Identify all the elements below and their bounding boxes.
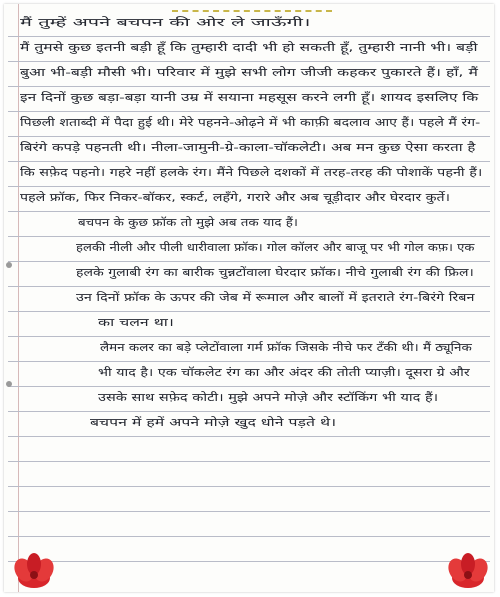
ruled-line [8, 486, 490, 487]
text-line: हलके गुलाबी रंग का बारीक चुन्नटोंवाला घेरदार फ्रॉक। नीचे गुलाबी रंग की फ्रिल। [76, 266, 474, 279]
text-line: बुआ भी-बड़ी मौसी भी। परिवार में मुझे सभी लोग जीजी कहकर पुकारते हैं। हाँ, मैं [20, 66, 478, 79]
flower-decoration-right [446, 548, 490, 590]
ruled-line [8, 511, 490, 512]
ruled-line [8, 536, 490, 537]
text-line: इन दिनों कुछ बड़ा-बड़ा यानी उम्र में सयाना महसूस करने लगी हूँ। शायद इसलिए कि [20, 91, 479, 104]
ruled-line [8, 136, 490, 137]
ruled-line [8, 36, 490, 37]
text-line: बचपन में हमें अपने मोज़े खुद धोने पड़ते थे। [90, 416, 337, 429]
ruled-line [8, 336, 490, 337]
ruled-line [8, 386, 490, 387]
binding-hole [6, 262, 12, 268]
ruled-line [8, 186, 490, 187]
text-line: मैं तुमसे कुछ इतनी बड़ी हूँ कि तुम्हारी दादी भी हो सकती हूँ, तुम्हारी नानी भी। बड़ी [20, 41, 478, 54]
text-line: बिरंगे कपड़े पहनती थी। नीला-जामुनी-ग्रे-काला-चॉकलेटी। अब मन कुछ ऐसा करता है [20, 141, 476, 154]
text-line: हलकी नीली और पीली धारीवाला फ्रॉक। गोल कॉलर और बाजू पर भी गोल कफ़। एक [76, 241, 475, 254]
text-line: उसके साथ सफ़ेद कोटी। मुझे अपने मोज़े और स्टॉकिंग भी याद हैं। [98, 391, 439, 404]
text-line: लैमन कलर का बड़े प्लेटोंवाला गर्म फ्रॉक जिसके नीचे फर टँकी थी। मैं ठ्यूनिक [100, 341, 472, 354]
ruled-line [8, 86, 490, 87]
ruled-line [8, 236, 490, 237]
ruled-line [8, 111, 490, 112]
ruled-line [8, 261, 490, 262]
ruled-line [8, 361, 490, 362]
ruled-line [8, 211, 490, 212]
text-line: कि सफ़ेद पहनो। गहरे नहीं हलके रंग। मैंने पिछले दशकों में तरह-तरह की पोशाकें पहनी हैं। [20, 166, 483, 179]
text-line: बचपन के कुछ फ्रॉक तो मुझे अब तक याद हैं। [78, 216, 298, 229]
text-line: पिछली शताब्दी में पैदा हुई थी। मेरे पहनने-ओढ़ने में भी काफ़ी बदलाव आए हैं। पहले मैं रंग- [20, 116, 481, 129]
text-line: उन दिनों फ्रॉक के ऊपर की जेब में रूमाल और बालों में इतराते रंग-बिरंगे रिबन [76, 291, 475, 304]
text-line: मैं तुम्हें अपने बचपन की ओर ले जाऊँगी। [20, 16, 311, 29]
text-line: भी याद है। एक चॉकलेट रंग का और अंदर की तोती प्याज़ी। दूसरा ग्रे और [98, 366, 470, 379]
ruled-line [8, 461, 490, 462]
ruled-line [8, 561, 490, 562]
ruled-line [8, 161, 490, 162]
notebook-page [4, 4, 494, 592]
margin-line [18, 4, 19, 592]
ruled-line [8, 61, 490, 62]
text-line: पहले फ्रॉक, फिर निकर-बॉकर, स्कर्ट, लहँगे, गरारे और अब चूड़ीदार और घेरदार कुर्ते। [20, 191, 451, 204]
ruled-line [8, 286, 490, 287]
binding-hole [6, 381, 12, 387]
ruled-line [8, 411, 490, 412]
text-line: का चलन था। [98, 316, 174, 329]
ruled-line [8, 436, 490, 437]
ruled-line [8, 311, 490, 312]
flower-decoration-left [12, 548, 56, 590]
